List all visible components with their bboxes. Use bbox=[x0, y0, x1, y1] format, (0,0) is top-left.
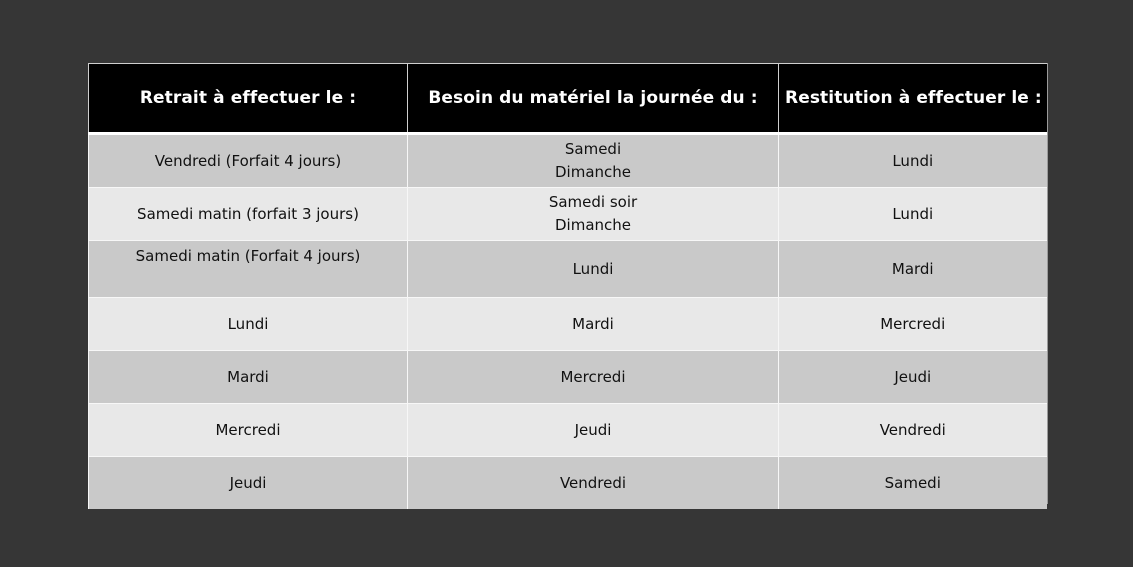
header-row bbox=[89, 64, 1047, 134]
cell-besoin bbox=[408, 188, 779, 241]
cell-restitution: Lundi bbox=[779, 188, 1047, 241]
cell-retrait: Samedi matin (Forfait 4 jours) bbox=[89, 241, 408, 298]
cell-besoin-line: Samedi soir bbox=[548, 193, 638, 211]
cell-restitution: Vendredi bbox=[779, 404, 1047, 457]
cell-retrait: Vendredi (Forfait 4 jours) bbox=[89, 134, 408, 188]
header-restitution: Restitution à effectuer le : bbox=[779, 64, 1047, 134]
cell-retrait: Mercredi bbox=[89, 404, 408, 457]
cell-restitution: Jeudi bbox=[779, 351, 1047, 404]
cell-retrait: Lundi bbox=[89, 298, 408, 351]
table-row bbox=[89, 351, 1047, 404]
cell-besoin-line: Dimanche bbox=[554, 216, 631, 234]
schedule-table-wrapper bbox=[88, 63, 1048, 504]
table-row bbox=[89, 188, 1047, 241]
cell-besoin: Mercredi bbox=[408, 351, 779, 404]
cell-besoin-line: Dimanche bbox=[554, 163, 631, 181]
cell-besoin: Lundi bbox=[408, 241, 779, 298]
cell-besoin: Vendredi bbox=[408, 457, 779, 510]
cell-besoin-line: Samedi bbox=[564, 140, 622, 158]
table-row bbox=[89, 404, 1047, 457]
cell-besoin bbox=[408, 134, 779, 188]
table-header bbox=[89, 64, 1047, 134]
cell-retrait: Mardi bbox=[89, 351, 408, 404]
cell-besoin: Mardi bbox=[408, 298, 779, 351]
table-row bbox=[89, 457, 1047, 510]
cell-besoin: Jeudi bbox=[408, 404, 779, 457]
cell-restitution: Mardi bbox=[779, 241, 1047, 298]
header-retrait: Retrait à effectuer le : bbox=[89, 64, 408, 134]
table-row bbox=[89, 298, 1047, 351]
cell-restitution: Samedi bbox=[779, 457, 1047, 510]
header-besoin: Besoin du matériel la journée du : bbox=[408, 64, 779, 134]
cell-retrait: Jeudi bbox=[89, 457, 408, 510]
cell-retrait: Samedi matin (forfait 3 jours) bbox=[89, 188, 408, 241]
cell-restitution: Lundi bbox=[779, 134, 1047, 188]
rental-schedule-table bbox=[88, 63, 1047, 509]
table-row bbox=[89, 241, 1047, 298]
table-row bbox=[89, 134, 1047, 188]
cell-restitution: Mercredi bbox=[779, 298, 1047, 351]
table-body bbox=[89, 134, 1047, 510]
